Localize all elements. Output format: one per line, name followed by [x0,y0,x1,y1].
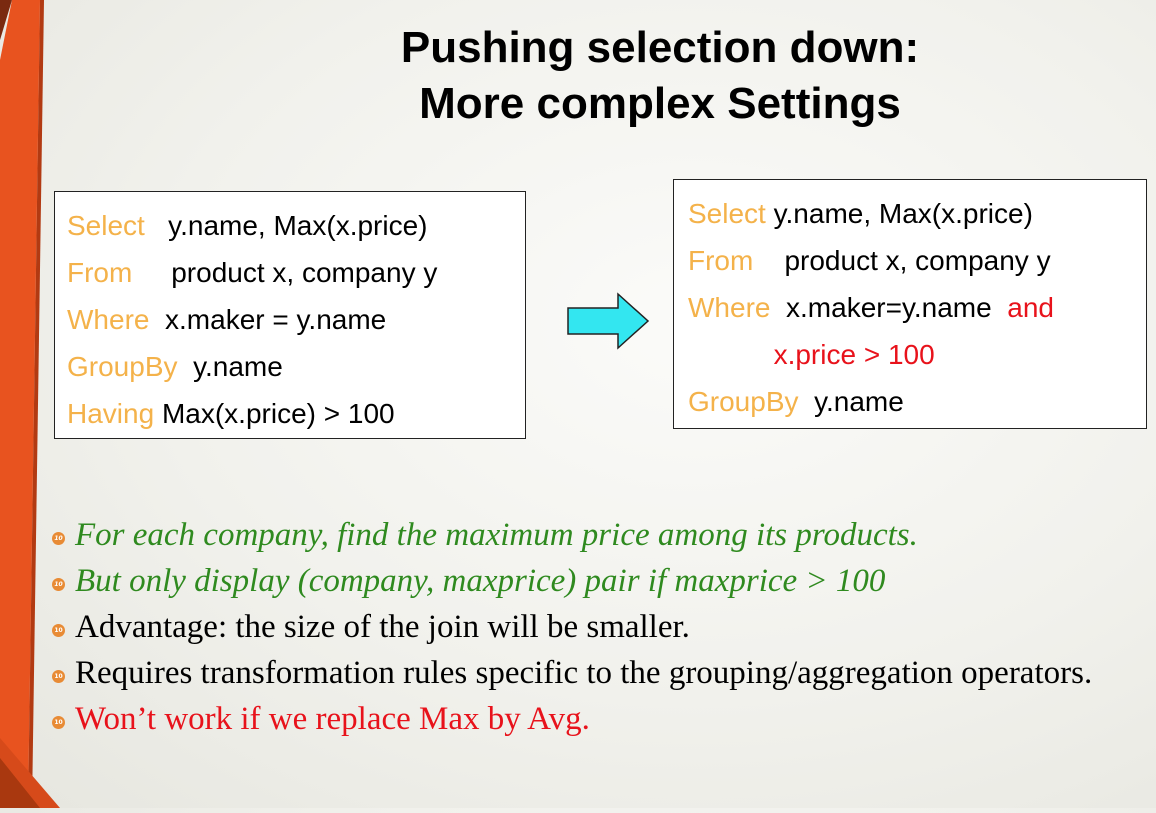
select-keyword: Select [688,198,766,229]
having-clause [67,390,525,437]
bullet-item: 10 Advantage: the size of the join will be smaller. [52,604,1152,650]
from-clause [688,237,1146,284]
bullet-icon: 10 [52,670,65,683]
having-keyword: Having [67,398,155,429]
select-clause [688,190,1146,237]
groupby-keyword: GroupBy [67,351,178,382]
groupby-value: y.name [814,386,904,417]
where-value: x.maker = y.name [165,304,387,335]
where-and-keyword: and [1007,292,1054,323]
rewritten-query-box [673,179,1147,429]
bullet-icon: 10 [52,578,65,591]
from-keyword: From [67,257,133,288]
bullet-item: 10 For each company, find the maximum price among its products. [52,512,1152,558]
bullet-item: 10 Requires transformation rules specific to the grouping/aggregation operators. [52,650,1152,696]
left-accent-bar [0,0,44,808]
bullet-icon: 10 [52,532,65,545]
from-clause [67,249,525,296]
from-keyword: From [688,245,754,276]
from-value: product x, company y [784,245,1051,276]
where-clause [67,296,525,343]
where-continuation [688,331,1146,378]
right-arrow-icon [566,292,650,350]
bottom-left-accent [0,698,60,808]
bullet-icon: 10 [52,624,65,637]
groupby-clause [688,378,1146,425]
groupby-value: y.name [193,351,283,382]
original-query-box [54,191,526,439]
from-value: product x, company y [171,257,438,288]
having-value: Max(x.price) > 100 [161,398,395,429]
bullet-item: 10 Won’t work if we replace Max by Avg. [52,696,1152,742]
where-keyword: Where [688,292,771,323]
select-value: y.name, Max(x.price) [168,210,428,241]
where-value: x.maker=y.name [786,292,992,323]
where-keyword: Where [67,304,150,335]
select-keyword: Select [67,210,145,241]
groupby-clause [67,343,525,390]
groupby-keyword: GroupBy [688,386,799,417]
where-clause [688,284,1146,331]
pushed-selection: x.price > 100 [773,339,935,370]
select-value: y.name, Max(x.price) [773,198,1033,229]
bullet-icon: 10 [52,716,65,729]
select-clause [67,202,525,249]
bullet-item: 10 But only display (company, maxprice) pair if maxprice > 100 [52,558,1152,604]
title-line-2: More complex Settings [419,79,901,128]
bullet-list [52,512,1152,742]
title-line-1: Pushing selection down: [400,23,920,72]
slide-title [240,20,1080,132]
